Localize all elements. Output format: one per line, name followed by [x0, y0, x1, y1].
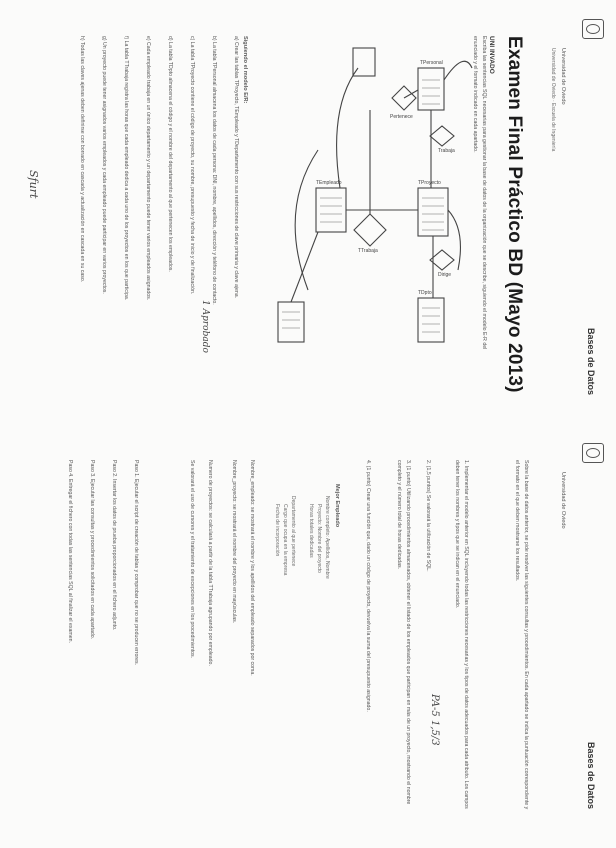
handwritten-score: PA-5 1,5/3	[429, 694, 440, 746]
exam-title: Examen Final Práctico BD (Mayo 2013)	[504, 36, 525, 393]
er-diagram	[258, 40, 474, 380]
institution-name: Universidad de Oviedo	[560, 472, 566, 529]
listing-line: Fecha de incorporación	[274, 504, 280, 557]
note-item: Se valorará el uso de cursores y el tratamiento de excepciones en los procedimientos.	[189, 460, 195, 659]
bullet-item: d) La tabla TDpto almacena el código y el nombre del departamento al que pertenecen los empleados.	[167, 36, 173, 272]
listing-line: Proyecto: Nombre del proyecto	[316, 504, 322, 573]
institution-subtitle: Universidad de Oviedo · Escuela de Ingeniería	[550, 48, 556, 152]
exercise-item: 4. (1 punto) Crear una función que, dado un código de proyecto, devuelva la suma del presupuesto asignado.	[365, 460, 371, 712]
listing-line: Departamento al que pertenece	[290, 496, 296, 567]
exercise-item: 2. (1,5 puntos) Se valorará la utilización de SQL.	[425, 460, 431, 572]
bullet-item: e) Cada empleado trabaja en un único departamento y un departamento puede tener varios empleados asignados.	[145, 36, 151, 301]
listing-line: Cargo que ocupa en la empresa	[282, 504, 288, 576]
step-item: Paso 3. Ejecutar las consultas y procedimientos solicitados en cada apartado.	[89, 460, 95, 640]
diagram-label: Pertenece	[390, 114, 413, 120]
exercise-item: 3. (1 punto) Utilizando procedimientos almacenados, obtener el listado de los empleados que participan en más de un proyecto, mostrando el nombre completo y el número total de horas dedicadas.	[395, 460, 411, 805]
intro-paragraph: Sobre la base de datos anterior, se pide resolver las siguientes consultas y procedimientos. En cada apartado se indica la puntuación correspondiente y el formato en el que deben mostrarse los resultados.	[513, 460, 529, 810]
bullet-item: c) La tabla TProyecto contiene el código de proyecto, su nombre, presupuesto y fecha de inicio y de finalización.	[189, 36, 195, 295]
diagram-label: TProyecto	[418, 180, 441, 186]
bullet-item: h) Todas las claves ajenas deben definirse con borrado en cascada y actualización en cascada en su caso.	[79, 36, 85, 283]
university-logo-icon	[582, 443, 604, 463]
step-item: Paso 1. Ejecutar el script de creación de tablas y comprobar que no se producen errores.	[133, 460, 139, 666]
diagram-label: Dirige	[438, 272, 452, 278]
handwritten-note: 1 Aprobado	[200, 300, 210, 353]
university-logo-icon	[582, 19, 604, 39]
bullet-item: f) La tabla TTrabaja registra las horas que cada empleado dedica a cada uno de los proyectos en los que participa.	[123, 36, 129, 301]
bullet-item: a) Crear las tablas TProyecto, TEmpleado y TDepartamento con sus restricciones de clave primaria y clave ajena.	[233, 36, 239, 299]
course-header: Bases de Datos	[586, 328, 596, 396]
listing-line: Nombre completo: Apellidos, Nombre	[324, 496, 330, 579]
diagram-label: TPersonal	[420, 60, 443, 66]
course-header: Bases de Datos	[586, 742, 596, 810]
exam-page-2	[0, 424, 616, 848]
diagram-label: TEmpleado	[316, 180, 342, 186]
intro-paragraph: Escriba las sentencias SQL necesarias para gestionar la base de datos de la organización que se describe, siguiendo el modelo E-R del enunciado y el formato indicado en cada apartado.	[471, 36, 487, 350]
bullet-item: b) La tabla TPersonal almacena los datos de cada persona: DNI, nombre, apellidos, dirección y teléfono de contacto.	[211, 36, 217, 305]
note-item: Nombre_proyecto: se mostrará el nombre del proyecto en mayúsculas.	[231, 460, 237, 624]
model-intro-text: Siguiendo el modelo E/R:	[242, 36, 248, 104]
listing-header: Mejor Empleado	[334, 484, 340, 528]
diagram-label: TTrabaja	[358, 248, 378, 254]
diagram-label: TDpto	[418, 290, 432, 296]
exercise-item: 1. Implementar el modelo anterior en SQL incluyendo todas las restricciones necesarias y los tipos de datos adecuados para cada atributo. Los campos deben tener los nombres y tipos que se indican en el enunciado.	[453, 460, 469, 809]
section-title: UNI INVADO	[488, 36, 495, 74]
step-item: Paso 4. Entregar el fichero con todas las sentencias SQL al finalizar el examen.	[67, 460, 73, 643]
institution-name: Universidad de Oviedo	[560, 48, 566, 105]
entity-box-tpersonal	[418, 68, 444, 110]
note-item: Nombre_empleado: se mostrará el nombre y los apellidos del empleado separados por coma.	[249, 460, 255, 676]
note-item: Numero de proyectos: se calculará a partir de la tabla TTrabaja agrupando por empleado.	[207, 460, 213, 666]
handwritten-signature: Sfurt	[27, 170, 40, 199]
step-item: Paso 2. Insertar los datos de prueba proporcionados en el fichero adjunto.	[111, 460, 117, 631]
diagram-label: Trabaja	[438, 148, 455, 154]
listing-line: Horas totales dedicadas	[308, 504, 314, 558]
bullet-item: g) Un proyecto puede tener asignados varios empleados y cada empleado puede participar en varios proyectos.	[101, 36, 107, 294]
